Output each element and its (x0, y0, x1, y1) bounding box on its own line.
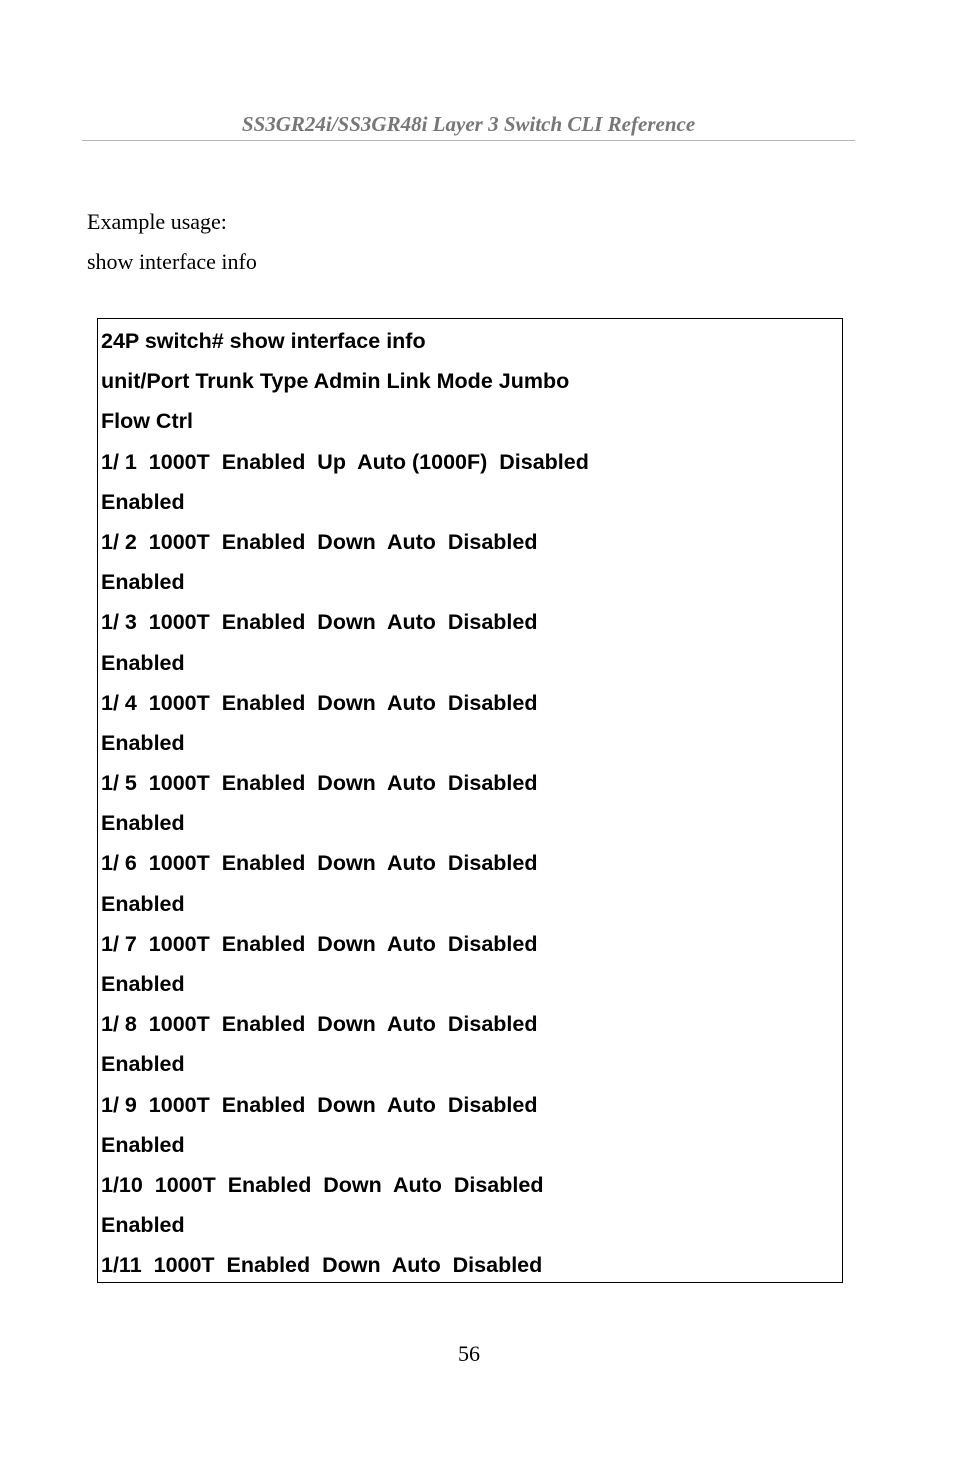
cli-line: 1/ 5 1000T Enabled Down Auto Disabled (101, 771, 538, 796)
cli-line: Enabled (101, 811, 185, 836)
running-header-title: SS3GR24i/SS3GR48i Layer 3 Switch CLI Reference (241, 112, 696, 136)
cli-line: 1/ 9 1000T Enabled Down Auto Disabled (101, 1092, 538, 1117)
cli-line: 1/ 4 1000T Enabled Down Auto Disabled (101, 690, 538, 715)
cli-line: Enabled (101, 730, 185, 755)
cli-line: Enabled (101, 891, 185, 916)
cli-line: 24P switch# show interface info (101, 329, 426, 353)
cli-line: Enabled (101, 972, 185, 996)
cli-line: Enabled (101, 570, 185, 595)
cli-line: 1/ 7 1000T Enabled Down Auto Disabled (101, 931, 538, 956)
header-divider (82, 140, 855, 141)
cli-line: Flow Ctrl (101, 409, 193, 434)
cli-line: 1/ 1 1000T Enabled Up Auto (1000F) Disabled (101, 449, 589, 474)
cli-line: Enabled (101, 1052, 185, 1077)
cli-line: 1/11 1000T Enabled Down Auto Disabled (101, 1253, 543, 1278)
cli-line: Enabled (101, 1132, 185, 1157)
intro-section (87, 202, 257, 282)
cli-line: Enabled (101, 650, 185, 675)
page-number: 56 (458, 1341, 480, 1366)
example-command: show interface info (87, 249, 257, 274)
cli-output-box (97, 318, 843, 1283)
cli-line: 1/ 8 1000T Enabled Down Auto Disabled (101, 1012, 538, 1037)
cli-line: 1/10 1000T Enabled Down Auto Disabled (101, 1172, 544, 1197)
cli-line: unit/Port Trunk Type Admin Link Mode Jumbo (101, 369, 570, 394)
example-usage-label: Example usage: (87, 209, 227, 234)
cli-line: 1/ 3 1000T Enabled Down Auto Disabled (101, 610, 538, 635)
cli-line: Enabled (101, 1213, 185, 1238)
cli-output-lines (101, 321, 589, 1286)
cli-line: Enabled (101, 489, 185, 514)
cli-line: 1/ 2 1000T Enabled Down Auto Disabled (101, 529, 538, 554)
cli-line: 1/ 6 1000T Enabled Down Auto Disabled (101, 851, 538, 876)
